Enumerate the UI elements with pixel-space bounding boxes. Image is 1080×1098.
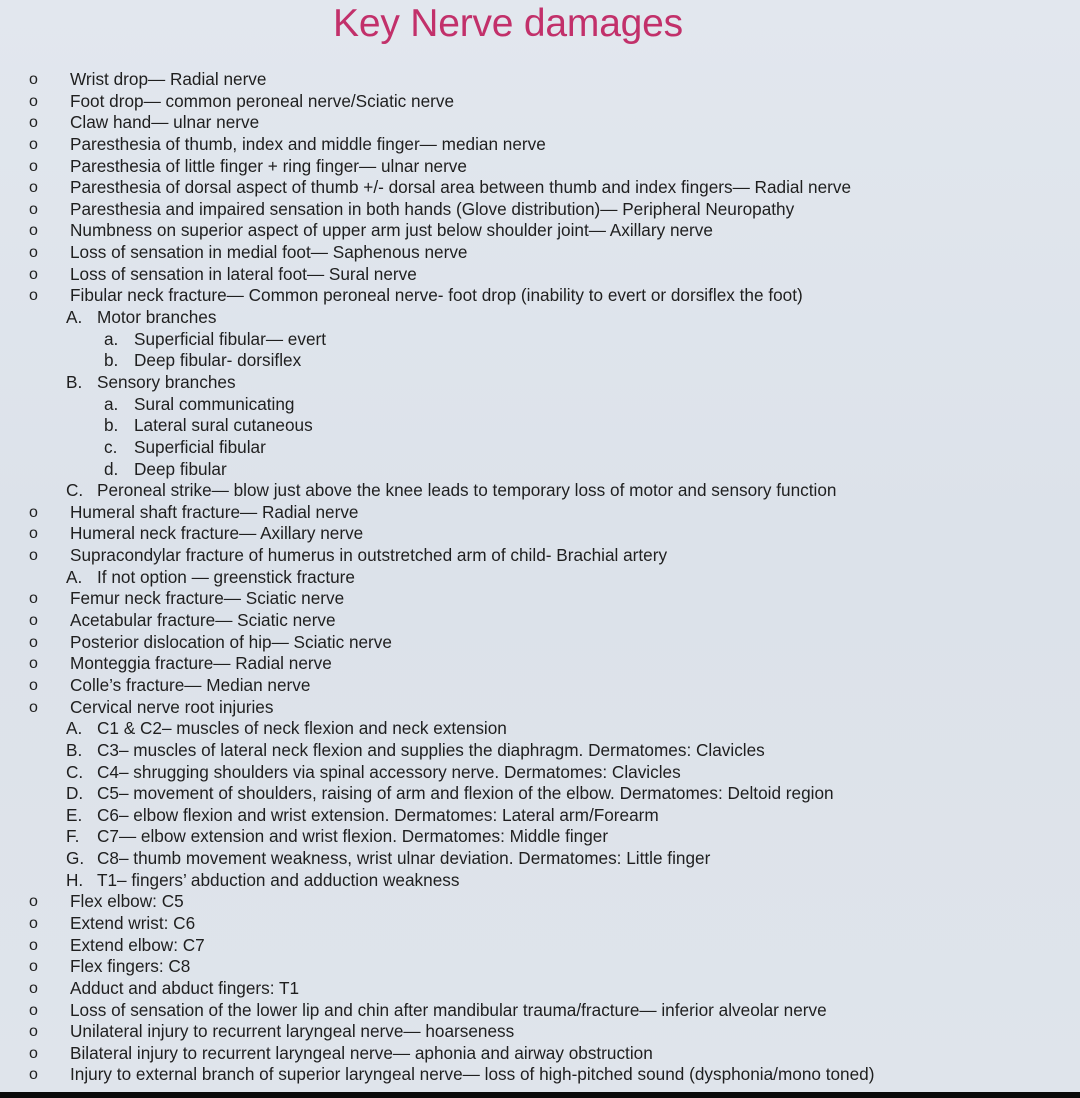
list-item-level-1 bbox=[0, 523, 1080, 545]
list-item-level-2 bbox=[0, 307, 1080, 329]
list-item-level-2 bbox=[0, 783, 1080, 805]
list-item-text: Deep fibular bbox=[134, 458, 227, 479]
list-item-level-2 bbox=[0, 805, 1080, 827]
list-item-level-1 bbox=[0, 1000, 1080, 1022]
list-item-level-1 bbox=[0, 264, 1080, 286]
bullet-icon: o bbox=[29, 655, 38, 673]
list-item-level-2 bbox=[0, 718, 1080, 740]
list-marker: C. bbox=[66, 480, 84, 501]
list-item-text: Paresthesia and impaired sensation in both hands (Glove distribution)— Peripheral Neuropathy bbox=[70, 198, 795, 219]
bullet-icon: o bbox=[29, 1066, 38, 1084]
list-item-text: Monteggia fracture— Radial nerve bbox=[70, 653, 332, 674]
list-marker: E. bbox=[66, 804, 83, 825]
list-item-text: T1– fingers’ abduction and adduction weakness bbox=[97, 869, 460, 890]
list-item-text: C5– movement of shoulders, raising of arm and flexion of the elbow. Dermatomes: Deltoid region bbox=[97, 783, 834, 804]
bullet-icon: o bbox=[29, 612, 38, 630]
list-marker: b. bbox=[104, 350, 119, 371]
list-item-level-1 bbox=[0, 978, 1080, 1000]
list-item-text: Posterior dislocation of hip— Sciatic nerve bbox=[70, 631, 392, 652]
list-item-level-1 bbox=[0, 177, 1080, 199]
list-item-text: Lateral sural cutaneous bbox=[134, 415, 313, 436]
list-item-level-1 bbox=[0, 1021, 1080, 1043]
bullet-icon: o bbox=[29, 1044, 38, 1062]
list-item-level-3 bbox=[0, 394, 1080, 416]
list-item-text: Loss of sensation of the lower lip and chin after mandibular trauma/fracture— inferior alveolar nerve bbox=[70, 999, 827, 1020]
list-item-level-1 bbox=[0, 610, 1080, 632]
list-item-text: C6– elbow flexion and wrist extension. Dermatomes: Lateral arm/Forearm bbox=[97, 804, 659, 825]
list-marker: A. bbox=[66, 307, 83, 328]
list-item-level-1 bbox=[0, 285, 1080, 307]
bullet-icon: o bbox=[29, 179, 38, 197]
list-item-text: Unilateral injury to recurrent laryngeal nerve— hoarseness bbox=[70, 1021, 515, 1042]
bullet-icon: o bbox=[29, 633, 38, 651]
list-item-level-3 bbox=[0, 437, 1080, 459]
list-item-text: Humeral neck fracture— Axillary nerve bbox=[70, 523, 364, 544]
list-item-level-1 bbox=[0, 913, 1080, 935]
bullet-icon: o bbox=[29, 936, 38, 954]
list-item-level-1 bbox=[0, 69, 1080, 91]
list-marker: B. bbox=[66, 739, 83, 760]
bullet-icon: o bbox=[29, 114, 38, 132]
list-item-level-1 bbox=[0, 242, 1080, 264]
list-item-text: C3– muscles of lateral neck flexion and supplies the diaphragm. Dermatomes: Clavicles bbox=[97, 739, 765, 760]
list-item-text: Extend elbow: C7 bbox=[70, 934, 205, 955]
list-item-text: Paresthesia of thumb, index and middle finger— median nerve bbox=[70, 133, 546, 154]
list-item-level-2 bbox=[0, 826, 1080, 848]
list-item-level-1 bbox=[0, 1064, 1080, 1086]
list-item-level-2 bbox=[0, 762, 1080, 784]
bullet-icon: o bbox=[29, 222, 38, 240]
list-marker: a. bbox=[104, 393, 119, 414]
list-item-text: Bilateral injury to recurrent laryngeal nerve— aphonia and airway obstruction bbox=[70, 1042, 653, 1063]
list-item-text: Claw hand— ulnar nerve bbox=[70, 112, 260, 133]
list-item-text: Superficial fibular— evert bbox=[134, 328, 327, 349]
list-item-text: Deep fibular- dorsiflex bbox=[134, 350, 302, 371]
list-item-text: C7— elbow extension and wrist flexion. Dermatomes: Middle finger bbox=[97, 826, 609, 847]
list-item-text: Superficial fibular bbox=[134, 436, 266, 457]
list-item-level-1 bbox=[0, 891, 1080, 913]
bullet-icon: o bbox=[29, 958, 38, 976]
nerve-damage-list bbox=[0, 69, 1080, 1086]
list-item-text: Acetabular fracture— Sciatic nerve bbox=[70, 610, 336, 631]
list-item-level-3 bbox=[0, 415, 1080, 437]
list-item-text: Humeral shaft fracture— Radial nerve bbox=[70, 501, 359, 522]
bullet-icon: o bbox=[29, 244, 38, 262]
page-title: Key Nerve damages bbox=[333, 2, 683, 45]
list-item-level-2 bbox=[0, 870, 1080, 892]
list-item-level-1 bbox=[0, 545, 1080, 567]
list-item-text: C4– shrugging shoulders via spinal accessory nerve. Dermatomes: Clavicles bbox=[97, 761, 681, 782]
list-item-text: Sural communicating bbox=[134, 393, 295, 414]
list-item-text: Adduct and abduct fingers: T1 bbox=[70, 977, 300, 998]
bullet-icon: o bbox=[29, 1023, 38, 1041]
list-marker: a. bbox=[104, 328, 119, 349]
list-marker: F. bbox=[66, 826, 80, 847]
list-item-level-2 bbox=[0, 848, 1080, 870]
bottom-edge-bar bbox=[0, 1092, 1080, 1098]
bullet-icon: o bbox=[29, 979, 38, 997]
list-item-text: Peroneal strike— blow just above the knee leads to temporary loss of motor and sensory function bbox=[97, 480, 837, 501]
list-item-level-1 bbox=[0, 675, 1080, 697]
bullet-icon: o bbox=[29, 914, 38, 932]
list-item-level-1 bbox=[0, 220, 1080, 242]
bullet-icon: o bbox=[29, 287, 38, 305]
bullet-icon: o bbox=[29, 547, 38, 565]
bullet-icon: o bbox=[29, 698, 38, 716]
bullet-icon: o bbox=[29, 503, 38, 521]
list-item-text: Cervical nerve root injuries bbox=[70, 696, 274, 717]
list-item-level-2 bbox=[0, 567, 1080, 589]
list-item-text: Femur neck fracture— Sciatic nerve bbox=[70, 588, 345, 609]
list-item-level-2 bbox=[0, 740, 1080, 762]
list-marker: b. bbox=[104, 415, 119, 436]
list-marker: c. bbox=[104, 436, 118, 457]
list-item-level-1 bbox=[0, 632, 1080, 654]
list-marker: D. bbox=[66, 783, 84, 804]
list-marker: B. bbox=[66, 371, 83, 392]
bullet-icon: o bbox=[29, 525, 38, 543]
list-item-text: Extend wrist: C6 bbox=[70, 912, 196, 933]
list-marker: G. bbox=[66, 848, 85, 869]
bullet-icon: o bbox=[29, 893, 38, 911]
list-item-level-1 bbox=[0, 502, 1080, 524]
list-item-level-1 bbox=[0, 653, 1080, 675]
list-item-level-1 bbox=[0, 134, 1080, 156]
bullet-icon: o bbox=[29, 135, 38, 153]
list-item-level-1 bbox=[0, 588, 1080, 610]
list-item-text: Motor branches bbox=[97, 307, 217, 328]
list-item-text: If not option — greenstick fracture bbox=[97, 566, 355, 587]
bullet-icon: o bbox=[29, 676, 38, 694]
list-item-level-3 bbox=[0, 350, 1080, 372]
list-item-level-2 bbox=[0, 372, 1080, 394]
list-marker: C. bbox=[66, 761, 84, 782]
list-item-level-1 bbox=[0, 156, 1080, 178]
list-item-text: C1 & C2– muscles of neck flexion and neck extension bbox=[97, 718, 507, 739]
list-item-level-3 bbox=[0, 329, 1080, 351]
list-item-text: Loss of sensation in lateral foot— Sural nerve bbox=[70, 263, 417, 284]
list-item-text: Loss of sensation in medial foot— Saphenous nerve bbox=[70, 242, 468, 263]
bullet-icon: o bbox=[29, 590, 38, 608]
list-item-level-3 bbox=[0, 459, 1080, 481]
list-item-text: Flex fingers: C8 bbox=[70, 956, 191, 977]
list-marker: H. bbox=[66, 869, 84, 890]
list-item-text: Supracondylar fracture of humerus in outstretched arm of child- Brachial artery bbox=[70, 545, 668, 566]
list-item-text: Foot drop— common peroneal nerve/Sciatic nerve bbox=[70, 90, 455, 111]
bullet-icon: o bbox=[29, 1001, 38, 1019]
list-item-text: Numbness on superior aspect of upper arm just below shoulder joint— Axillary nerve bbox=[70, 220, 713, 241]
list-marker: A. bbox=[66, 566, 83, 587]
list-item-level-2 bbox=[0, 480, 1080, 502]
bullet-icon: o bbox=[29, 92, 38, 110]
list-item-text: Paresthesia of dorsal aspect of thumb +/- dorsal area between thumb and index fingers— Radial nerve bbox=[70, 177, 852, 198]
list-item-level-1 bbox=[0, 956, 1080, 978]
bullet-icon: o bbox=[29, 265, 38, 283]
list-item-level-1 bbox=[0, 1043, 1080, 1065]
list-item-text: Injury to external branch of superior laryngeal nerve— loss of high-pitched sound (dysphonia/mono toned) bbox=[70, 1064, 875, 1085]
list-item-text: Sensory branches bbox=[97, 371, 236, 392]
list-item-text: Flex elbow: C5 bbox=[70, 891, 184, 912]
bullet-icon: o bbox=[29, 157, 38, 175]
list-item-level-1 bbox=[0, 199, 1080, 221]
bullet-icon: o bbox=[29, 71, 38, 88]
list-item-level-1 bbox=[0, 91, 1080, 113]
list-item-text: Colle’s fracture— Median nerve bbox=[70, 674, 311, 695]
list-item-level-1 bbox=[0, 112, 1080, 134]
list-item-text: Fibular neck fracture— Common peroneal nerve- foot drop (inability to evert or dorsiflex the foot) bbox=[70, 285, 803, 306]
list-item-level-1 bbox=[0, 935, 1080, 957]
list-item-text: Paresthesia of little finger + ring finger— ulnar nerve bbox=[70, 155, 467, 176]
bullet-icon: o bbox=[29, 200, 38, 218]
list-marker: A. bbox=[66, 718, 83, 739]
list-item-text: C8– thumb movement weakness, wrist ulnar deviation. Dermatomes: Little finger bbox=[97, 848, 711, 869]
list-item-text: Wrist drop— Radial nerve bbox=[70, 69, 267, 89]
list-item-level-1 bbox=[0, 697, 1080, 719]
list-marker: d. bbox=[104, 458, 119, 479]
